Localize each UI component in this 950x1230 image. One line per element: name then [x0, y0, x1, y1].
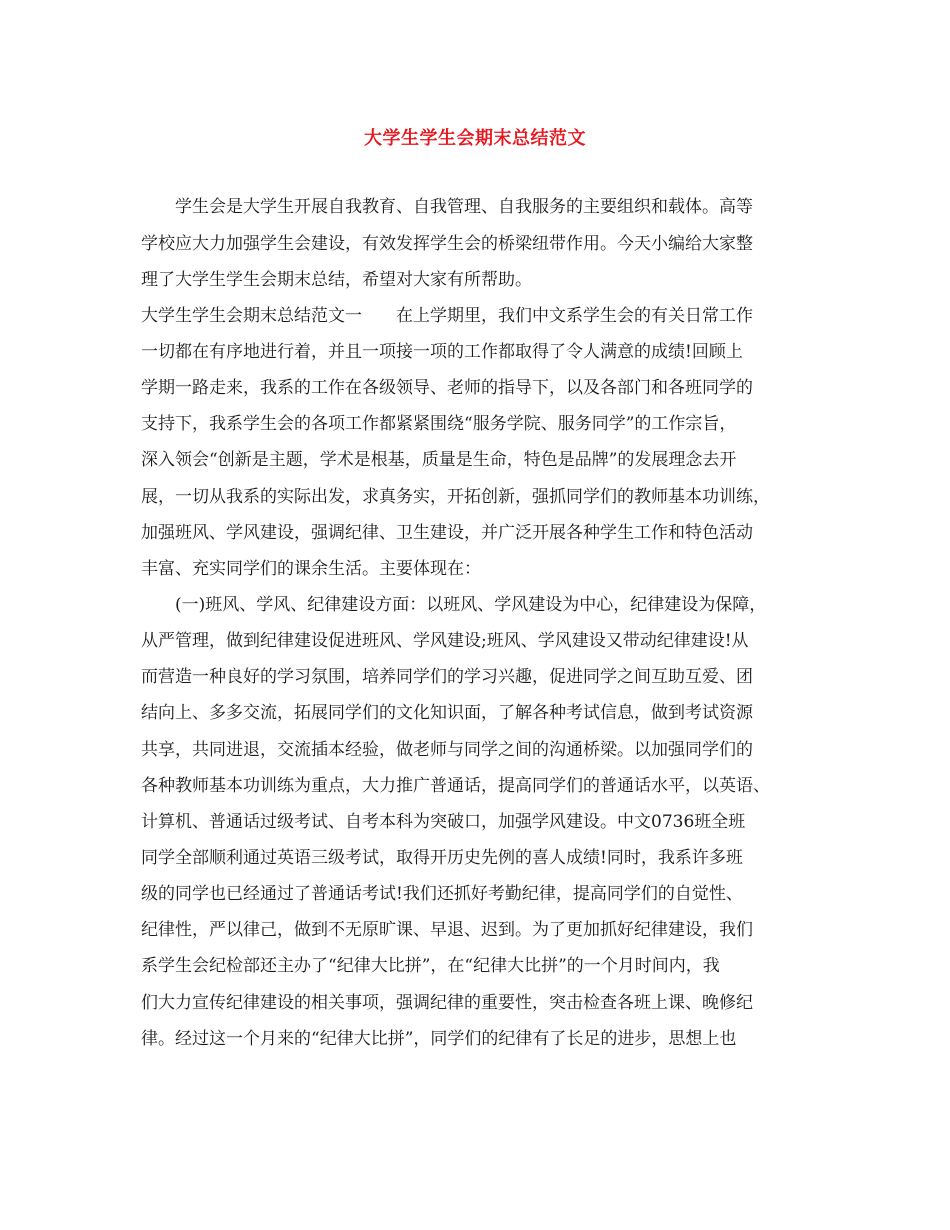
paragraph-line: 计算机、普通话过级考试、自考本科为突破口，加强学风建设。中文0736班全班	[141, 812, 746, 832]
paragraph-line: 系学生会纪检部还主办了“纪律大比拼”，在“纪律大比拼”的一个月时间内，我	[141, 956, 720, 976]
paragraph-line: 结向上、多多交流，拓展同学们的文化知识面，了解各种考试信息，做到考试资源	[141, 703, 753, 723]
paragraph-line: 从严管理，做到纪律建设促进班风、学风建设;班风、学风建设又带动纪律建设!从	[141, 631, 749, 651]
paragraph-line: 一切都在有序地进行着，并且一项接一项的工作都取得了令人满意的成绩!回顾上	[141, 342, 743, 362]
paragraph-line: 丰富、充实同学们的课余生活。主要体现在：	[141, 559, 481, 579]
paragraph-line: 学期一路走来，我系的工作在各级领导、老师的指导下，以及各部门和各班同学的	[141, 378, 753, 398]
paragraph-line: 律。经过这一个月来的“纪律大比拼”，同学们的纪律有了长足的进步，思想上也	[141, 1029, 737, 1049]
document-title: 大学生学生会期末总结范文	[364, 128, 586, 149]
paragraph-line: 纪律性，严以律己，做到不无原旷课、早退、迟到。为了更加抓好纪律建设，我们	[141, 920, 753, 940]
paragraph-line: (一)班风、学风、纪律建设方面：以班风、学风建设为中心，纪律建设为保障，	[175, 595, 767, 615]
paragraph-line: 大学生学生会期末总结范文一 在上学期里，我们中文系学生会的有关日常工作	[141, 306, 753, 326]
paragraph-line: 支持下，我系学生会的各项工作都紧紧围绕“服务学院、服务同学”的工作宗旨，	[141, 414, 737, 434]
paragraph-line: 而营造一种良好的学习氛围，培养同学们的学习兴趣，促进同学之间互助互爱、团	[141, 667, 753, 687]
paragraph-line: 深入领会“创新是主题，学术是根基，质量是生命，特色是品牌”的发展理念去开	[141, 450, 737, 470]
paragraph-line: 学校应大力加强学生会建设，有效发挥学生会的桥梁纽带作用。今天小编给大家整	[141, 234, 753, 254]
paragraph-line: 各种教师基本功训练为重点，大力推广普通话，提高同学们的普通话水平，以英语、	[141, 776, 770, 796]
paragraph-line: 们大力宣传纪律建设的相关事项，强调纪律的重要性，突击检查各班上课、晚修纪	[141, 993, 753, 1013]
paragraph-line: 级的同学也已经通过了普通话考试!我们还抓好考勤纪律，提高同学们的自觉性、	[141, 884, 743, 904]
paragraph-line: 展，一切从我系的实际出发，求真务实，开拓创新，强抓同学们的教师基本功训练，	[141, 487, 770, 507]
paragraph-line: 理了大学生学生会期末总结，希望对大家有所帮助。	[141, 270, 532, 290]
paragraph-line: 加强班风、学风建设，强调纪律、卫生建设，并广泛开展各种学生工作和特色活动	[141, 523, 753, 543]
paragraph-line: 共享，共同进退，交流插本经验，做老师与同学之间的沟通桥梁。以加强同学们的	[141, 740, 753, 760]
paragraph-line: 学生会是大学生开展自我教育、自我管理、自我服务的主要组织和载体。高等	[175, 197, 753, 217]
paragraph-line: 同学全部顺利通过英语三级考试，取得开历史先例的喜人成绩!同时，我系许多班	[141, 848, 743, 868]
